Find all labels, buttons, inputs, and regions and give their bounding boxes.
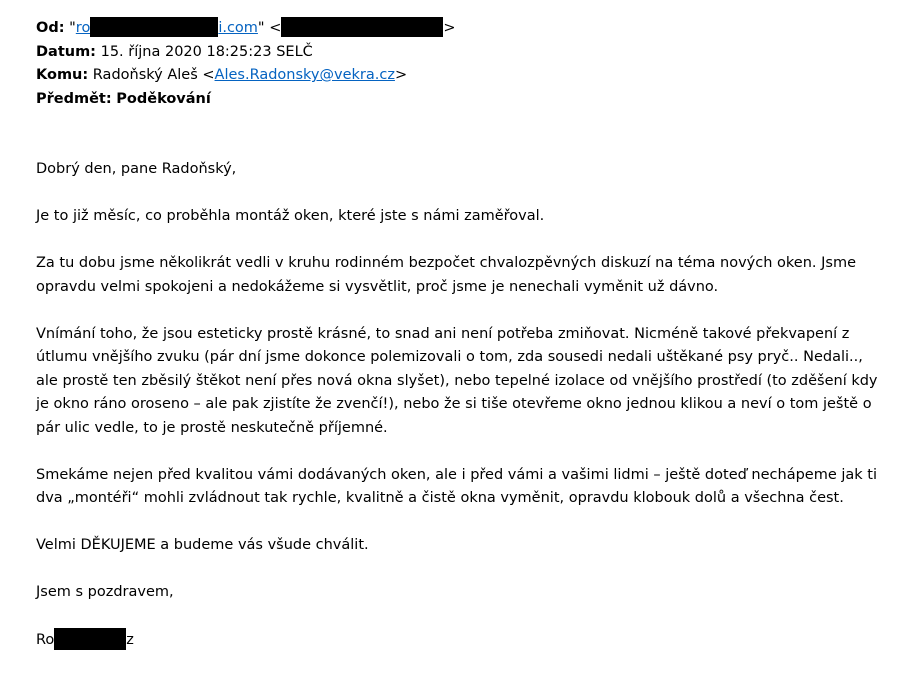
redaction-box [54, 628, 126, 650]
paragraph: Je to již měsíc, co proběhla montáž oken, které jste s námi zaměřoval. [36, 208, 545, 224]
paragraph: Vnímání toho, že jsou esteticky prostě krásné, to snad ani není potřeba zmiňovat. Nicméně takové překvapení z útlumu vnějšího zvuku (pár dní jsme dokonce polemizovali o tom, zda sousedi nedali uštěkané psy pryč.. Nedali.., ale prostě ten zběsilý štěkot není přes nová okna slyšet), nebo tepelné izolace od vnějšího prostředí (to zděšení kdy je okno ráno oroseno – ale pak zjistíte že zvenčí!), nebo že si tiše otevřeme okno jednou klikou a neví o tom ještě o pár ulic vedle, to je prostě neskutečně příjemné. [36, 325, 878, 436]
from-name-link[interactable] [76, 20, 258, 36]
redaction-box [281, 17, 443, 37]
email-message [36, 17, 886, 676]
to-email-link[interactable]: Ales.Radonsky@vekra.cz [214, 67, 395, 83]
message-body [36, 158, 886, 653]
to-line [36, 64, 886, 88]
from-email-close: > [443, 20, 456, 36]
from-label: Od: [36, 20, 65, 36]
subject-line [36, 88, 886, 112]
greeting: Dobrý den, pane Radoňský, [36, 161, 237, 177]
from-name-suffix: i.com [218, 20, 258, 36]
to-email-open: < [202, 67, 215, 83]
from-name-prefix: ro [75, 20, 91, 36]
from-line [36, 17, 886, 41]
paragraph: Za tu dobu jsme několikrát vedli v kruhu rodinném bezpočet chvalozpěvných diskuzí na téma nových oken. Jsme opravdu velmi spokojeni a nedokážeme si vysvětlit, proč jsme je nenechali vyměnit už dávno. [36, 255, 856, 295]
date-value: 15. října 2020 18:25:23 SELČ [100, 43, 313, 60]
paragraph: Velmi DĚKUJEME a budeme vás všude chválit. [36, 537, 369, 553]
from-name-quote-close: " [257, 20, 265, 36]
from-email-open: < [269, 20, 282, 36]
signature-prefix: Ro [36, 632, 55, 648]
to-email-close: > [394, 67, 408, 83]
signature-suffix: z [126, 632, 134, 648]
to-name: Radoňský Aleš [92, 67, 198, 83]
redaction-box [90, 17, 218, 37]
signature [36, 628, 886, 653]
date-label: Datum: [36, 43, 96, 60]
from-name-quote-open: " [69, 20, 76, 36]
subject-label: Předmět: [36, 90, 112, 107]
to-label: Komu: [36, 67, 89, 83]
date-line [36, 41, 886, 65]
subject-value: Poděkování [116, 90, 211, 107]
paragraph: Smekáme nejen před kvalitou vámi dodávaných oken, ale i před vámi a vašimi lidmi – ještě doteď nechápeme jak ti dva „montéři“ mohli zvládnout tak rychle, kvalitně a čistě okna vyměnit, opravdu klobouk dolů a všechna čest. [36, 466, 877, 506]
closing: Jsem s pozdravem, [36, 584, 174, 600]
